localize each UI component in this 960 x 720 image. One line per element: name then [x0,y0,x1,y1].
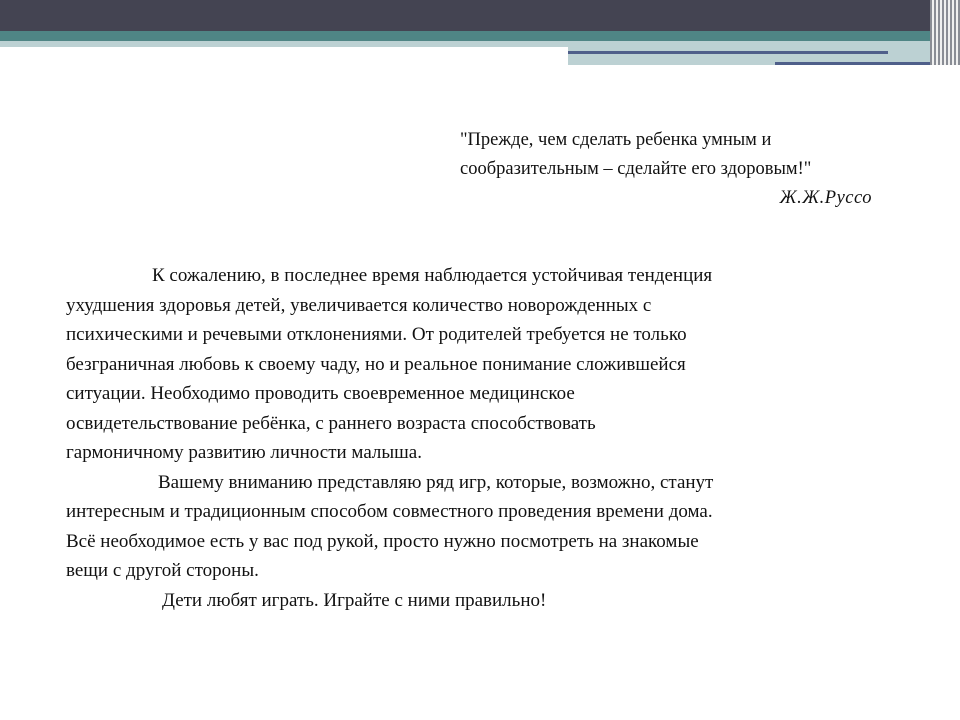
body-line: вещи с другой стороны. [66,560,259,581]
body-text [66,261,926,615]
body-line: психическими и речевыми отклонениями. От родителей требуется не только [66,324,687,345]
header-accent-line [568,51,888,54]
epigraph [460,126,930,213]
epigraph-line: "Прежде, чем сделать ребенка умным и [460,130,772,150]
body-line: К сожалению, в последнее время наблюдается устойчивая тенденция [152,265,713,286]
body-line: освидетельствование ребёнка, с раннего возраста способствовать [66,412,596,434]
header-teal-band [0,31,960,41]
epigraph-line: сообразительным – сделайте его здоровым!" [460,159,812,179]
body-line: Дети любят играть. Играйте с ними правильно! [162,589,547,611]
body-line: безграничная любовь к своему чаду, но и реальное понимание сложившейся [66,353,686,375]
header-stripes-decoration [930,0,960,65]
body-line: Всё необходимое есть у вас под рукой, просто нужно посмотреть на знакомые [66,530,699,552]
epigraph-author: Ж.Ж.Руссо [779,188,872,208]
header-bar [0,0,960,31]
body-line: интересным и традиционным способом совместного проведения времени дома. [66,501,713,522]
header-accent-line [775,62,942,65]
body-line: ситуации. Необходимо проводить своевременное медицинское [66,383,575,404]
body-line: Вашему вниманию представляю ряд игр, которые, возможно, станут [158,471,714,493]
header-light-band-left [0,41,568,47]
body-line: ухудшения здоровья детей, увеличивается количество новорожденных с [66,294,652,316]
body-line: гармоничному развитию личности малыша. [66,442,422,463]
